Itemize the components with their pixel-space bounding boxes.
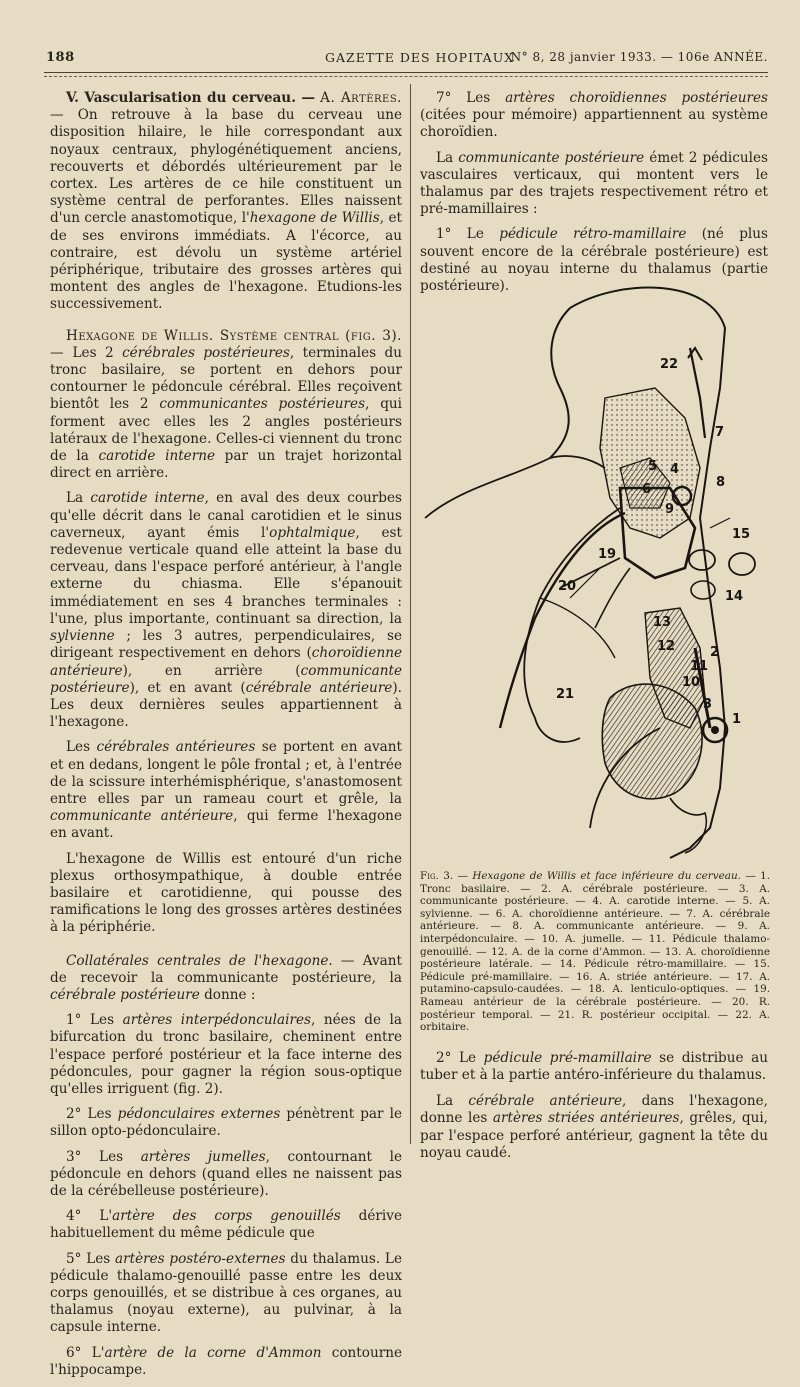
paragraph: Les cérébrales antérieures se portent en avant et en dedans, longent le pôle frontal ; et, à l'entrée de la scissure interhémisphérique, s'anastomosent entre elles par un rameau court et grêle, la communicante antérieure, qui ferme l'hexagone en avant. [50,739,402,842]
paragraph: Hexagone de Willis. Système central (fig. 3). — Les 2 cérébrales postérieures, terminales du tronc basilaire, se portent en dehors pour contourner le pédoncule cérébral. Elles reçoivent bientôt les 2 communicantes postérieures, qui forment avec elles les 2 angles postérieurs latéraux de l'hexagone. Celles-ci viennent du tronc de la carotide interne par un trajet horizontal direct en arrière. [50,327,403,482]
fig-label-9: 9 [665,502,675,517]
fig-label-2: 2 [710,645,720,660]
fig-label-13: 13 [653,615,672,630]
header-rule [44,72,768,73]
column-divider [410,84,411,1144]
list-item: 2° Les pédonculaires externes pénètrent par le sillon opto-pédonculaire. [50,1106,403,1140]
paragraph: V. Vascularisation du cerveau. — A. Artères. — On retrouve à la base du cerveau une disposition hilaire, le hile correspondant aux noyaux centraux, phylogénétiquement anciens, recouverts et débordés ultérieurement par le cortex. Les artères de ce hile constituent un système central de perforantes. Elles naissent d'un cercle anastomotique, l'hexagone de Willis, et de ses environs immédiats. A l'écorce, au contraire, est dévolu un système artériel périphérique, tributaire des grosses artères qui montent des angles de l'hexagone. Etudions-les successivement. [50,90,403,313]
fig-label-7: 7 [715,425,725,440]
paragraph: L'hexagone de Willis est entouré d'un riche plexus orthosympathique, à double entrée basilaire et carotidienne, qui pousse des ramifications le long des grosses artères destinées à la périphérie. [50,850,402,936]
page-number: 188 [46,50,75,65]
fig-label-14: 14 [725,589,744,604]
paragraph: La carotide interne, en aval des deux courbes qu'elle décrit dans le canal carotidien et le sinus caverneux, ayant émis l'ophtalmique, est redevenue verticale quand elle atteint la base du cerveau, dans l'espace perforé antérieur, à l'angle externe du chiasma. Elle s'épanouit immédiatement en ses 4 branches terminales : l'une, plus importante, continuant sa direction, la sylvienne ; les 3 autres, perpendiculaires, se dirigeant respectivement en dehors (choroïdienne antérieure), en arrière (communicante postérieure), et en avant (cérébrale antérieure). Les deux dernières seules appartiennent à l'hexagone. [50,490,403,731]
fig-label-5: 5 [648,459,658,474]
fig-label-11: 11 [690,659,709,674]
list-item: 6° L'artère de la corne d'Ammon contourne l'hippocampe. [50,1344,403,1378]
fig-label-6: 6 [642,482,652,497]
fig-label-21: 21 [556,687,575,702]
list-item: 2° Le pédicule pré-mamillaire se distribue au tuber et à la partie antéro-inférieure du thalamus. [420,1050,768,1084]
list-item: 1° Les artères interpédonculaires, nées de la bifurcation du tronc basilaire, cheminent entre l'espace perforé postérieur et la face interne des pédoncules, pour gagner la région sous-optique qu'elles irriguent (fig. 2). [50,1012,402,1097]
fig-label-19: 19 [598,547,617,562]
list-item: 1° Le pédicule rétro-mamillaire (né plus souvent encore de la cérébrale postérieure) est destiné au noyau interne du thalamus (partie postérieure). [420,226,768,295]
list-item: 7° Les artères choroïdiennes postérieures (citées pour mémoire) appartiennent au système choroïdien. [420,90,768,141]
list-item: 4° L'artère des corps genouillés dérive habituellement du même pédicule que [50,1208,403,1242]
fig-label-3: 3 [703,697,713,712]
fig-label-1: 1 [732,712,742,727]
list-item: 3° Les artères jumelles, contournant le pédoncule en dehors (quand elles ne naissent pas de la cérébelleuse postérieure). [50,1148,403,1199]
figure-caption: Fig. 3. — Hexagone de Willis et face inférieure du cerveau. — 1. Tronc basilaire. — 2. A. cérébrale postérieure. — 3. A. communicante postérieure. — 4. A. carotide interne. — 5. A. sylvienne. — 6. A. choroïdienne antérieure. — 7. A. cérébrale antérieure. — 8. A. communicante antérieure. — 9. A. interpédonculaire. — 10. A. jumelle. — 11. Pédicule thalamo-genouillé. — 12. A. de la corne d'Ammon. — 13. A. choroïdienne postérieure latérale. — 14. Pédicule rétro-mamillaire. — 15. Pédicule pré-mamillaire. — 16. A. striée antérieure. — 17. A. putamino-capsulo-caudées. — 18. A. lenticulo-optiques. — 19. Rameau antérieur de la cérébrale postérieure. — 20. R. postérieur temporal. — 21. R. postérieur occipital. — 22. A. orbitaire. [420,870,771,1034]
fig-label-10: 10 [682,675,701,690]
fig-label-12: 12 [657,639,676,654]
paragraph: Collatérales centrales de l'hexagone. — Avant de recevoir la communicante postérieure, la cérébrale postérieure donne : [50,952,402,1003]
paragraph: La cérébrale antérieure, dans l'hexagone, donne les artères striées antérieures, grêles, qui, par l'espace perforé antérieur, gagnent la tête du noyau caudé. [420,1092,769,1162]
fig-label-8: 8 [716,475,726,490]
fig-label-4: 4 [670,462,680,477]
paragraph: La communicante postérieure émet 2 pédicules vasculaires verticaux, qui montent vers le thalamus par des trajets respectivement rétro et pré-mamillaires : [420,149,768,218]
figure-hexagone-willis [420,268,770,868]
brain-illustration [420,268,770,868]
header-rule-dashed [44,76,768,77]
fig-label-20: 20 [558,579,577,594]
fig-label-15: 15 [732,527,751,542]
fig-label-22: 22 [660,357,679,372]
right-column-bottom [420,1050,768,1170]
list-item: 5° Les artères postéro-externes du thalamus. Le pédicule thalamo-genouillé passe entre les deux corps genouillés, et se distribue à ces organes, au thalamus (noyau externe), au pulvinar, à la capsule interne. [50,1250,402,1336]
left-column [50,90,402,1387]
journal-title: GAZETTE DES HOPITAUX [325,50,515,65]
issue-info: N° 8, 28 janvier 1933. — 106e ANNÉE. [510,50,768,64]
page-header [40,48,768,70]
